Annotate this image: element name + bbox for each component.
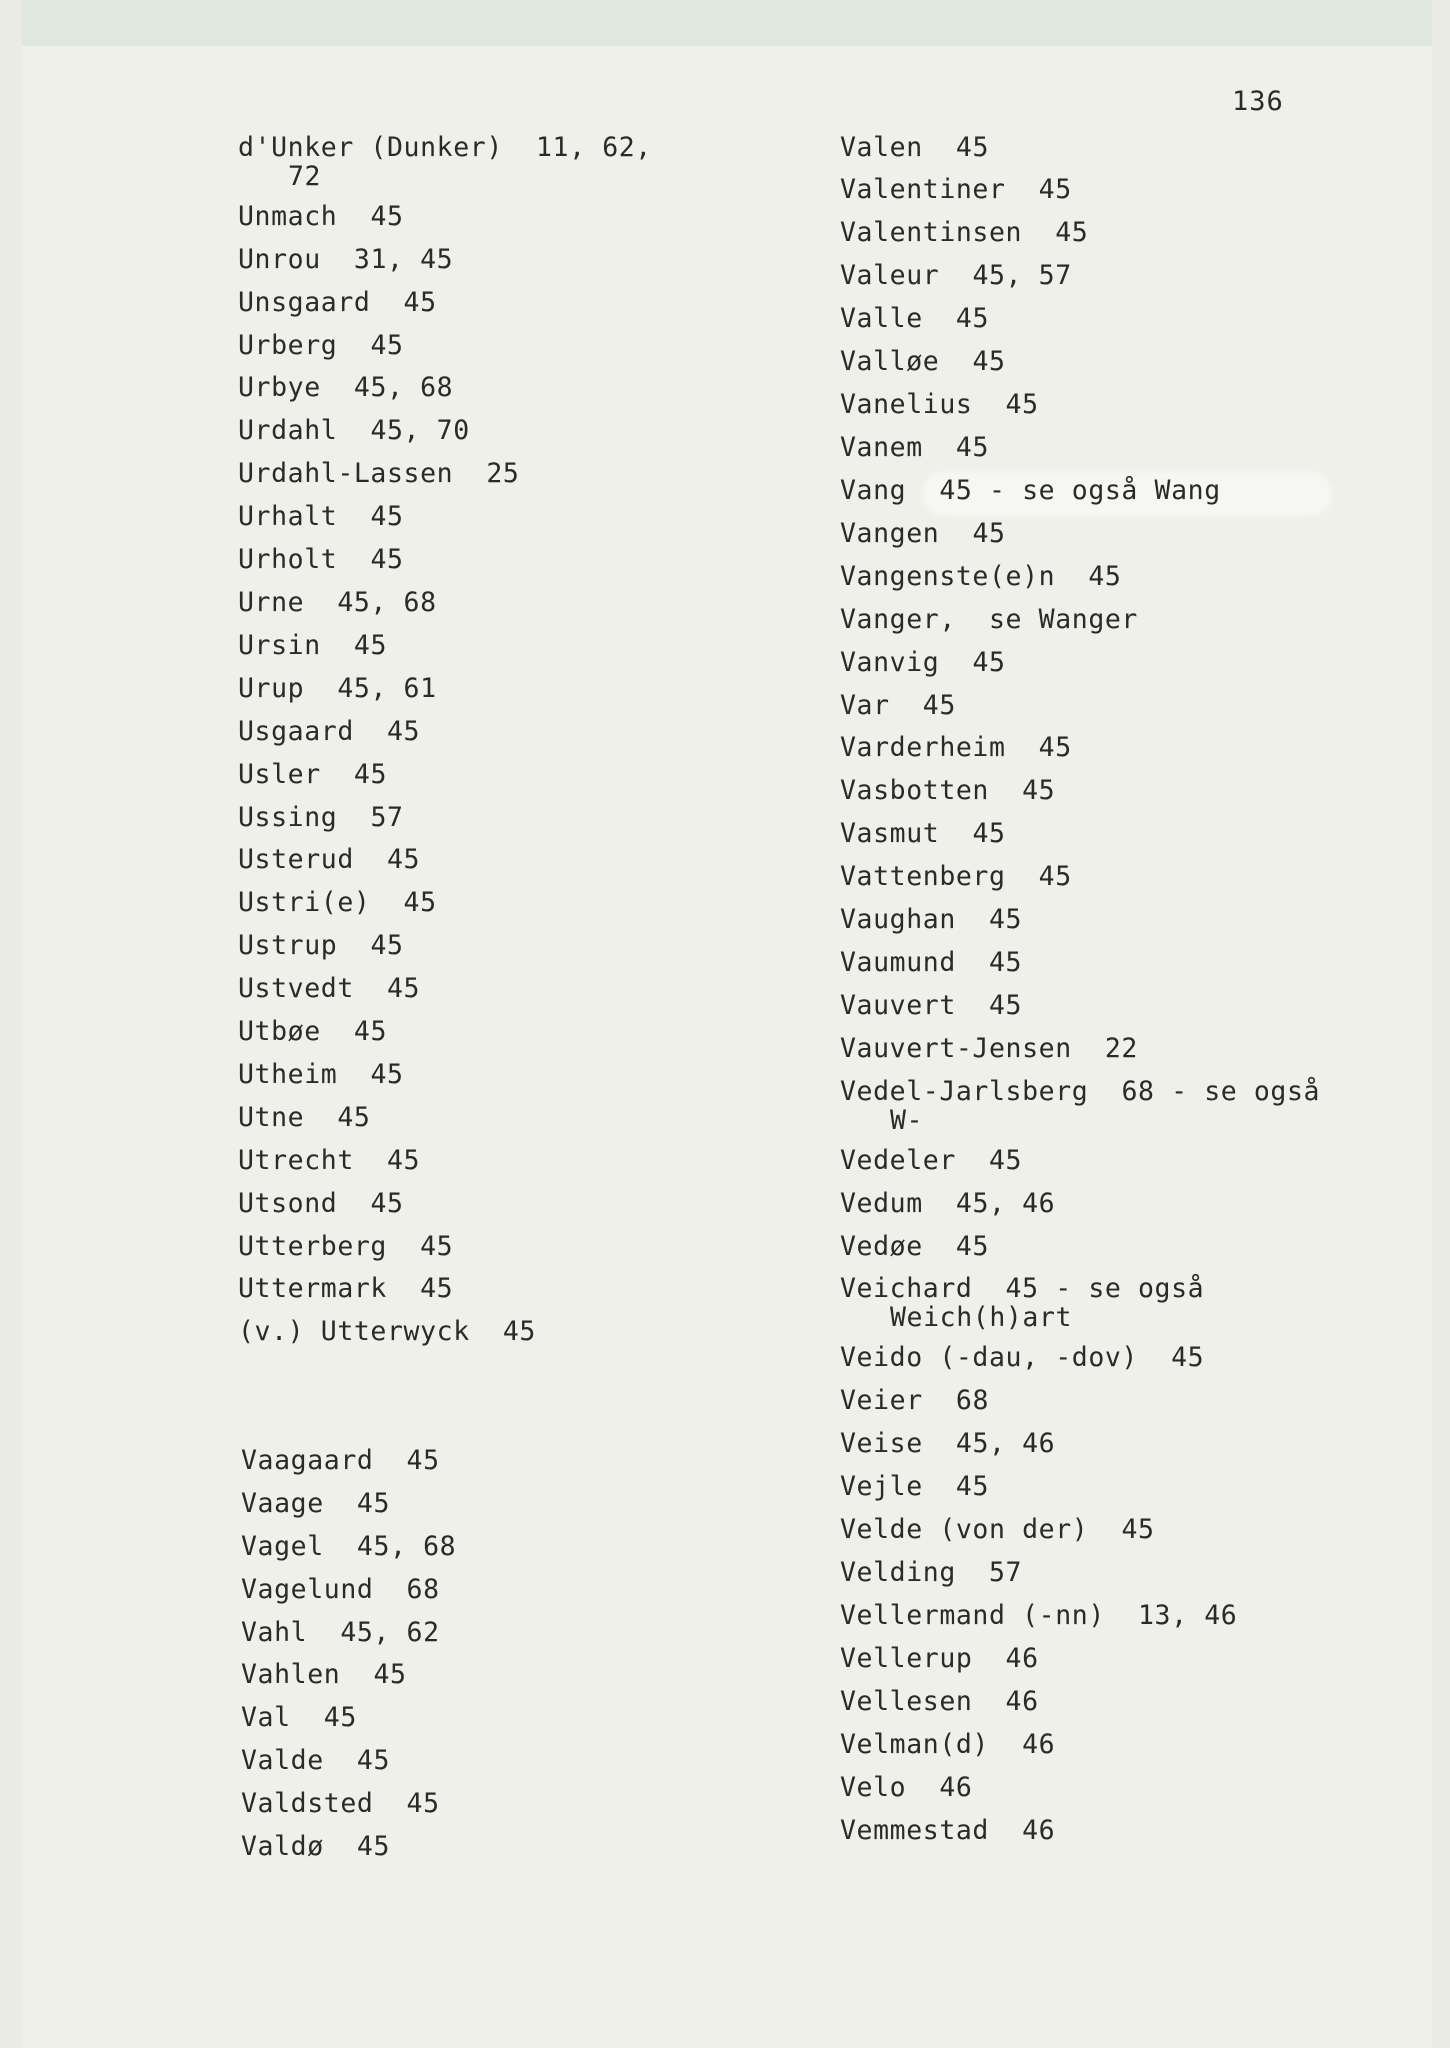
entry-page-refs: 46 xyxy=(1005,1686,1039,1717)
entry-page-refs: 45 xyxy=(420,1231,454,1262)
index-entry xyxy=(241,1618,440,1648)
entry-page-refs: 45 xyxy=(356,1831,390,1862)
entry-name: Ustrup xyxy=(238,930,338,961)
index-entry xyxy=(238,760,387,790)
entry-name: Valdø xyxy=(241,1831,324,1862)
index-entry xyxy=(238,845,420,875)
entry-name: Uttermark xyxy=(238,1273,387,1304)
entry-continuation: W- xyxy=(890,1105,924,1136)
entry-page-refs: 45, 70 xyxy=(370,415,470,446)
entry-name: Vagelund xyxy=(241,1574,374,1605)
entry-name: Unsgaard xyxy=(238,287,371,318)
index-entry xyxy=(840,1189,1055,1219)
index-entry xyxy=(840,133,989,163)
entry-name: Urup xyxy=(238,673,305,704)
index-entry xyxy=(238,1146,420,1176)
entry-page-refs: 45 xyxy=(955,132,989,163)
index-entry xyxy=(238,416,470,446)
entry-page-refs: 45 xyxy=(323,1702,357,1733)
entry-name: Utrecht xyxy=(238,1145,354,1176)
entry-page-refs: 45 xyxy=(972,647,1006,678)
entry-name: Vattenberg xyxy=(840,861,1006,892)
index-entry xyxy=(241,1703,357,1733)
entry-page-refs: 45 xyxy=(370,201,404,232)
index-entry xyxy=(840,691,956,721)
entry-name: Vasbotten xyxy=(840,775,989,806)
entry-name: Vellerup xyxy=(840,1643,973,1674)
entry-name: Urne xyxy=(238,587,305,618)
entry-page-refs: 45 xyxy=(1005,389,1039,420)
entry-page-refs: 45 xyxy=(370,330,404,361)
index-entry xyxy=(238,545,404,575)
index-entry xyxy=(840,562,1121,592)
entry-page-refs: 45 xyxy=(337,1102,371,1133)
index-entry xyxy=(840,776,1055,806)
index-entry xyxy=(840,175,1072,205)
entry-page-refs: 45 xyxy=(1022,775,1056,806)
entry-name: (v.) Utterwyck xyxy=(238,1316,470,1347)
index-entry xyxy=(238,974,420,1004)
entry-page-refs: 11, 62, xyxy=(535,132,652,163)
entry-page-refs: 45 xyxy=(403,887,437,918)
index-entry xyxy=(238,202,404,232)
entry-name: Valle xyxy=(840,303,923,334)
entry-page-refs: 45 xyxy=(1038,174,1072,205)
index-entry xyxy=(840,1146,1022,1176)
index-entry xyxy=(238,1189,404,1219)
index-entry xyxy=(241,1789,440,1819)
entry-name: Vahlen xyxy=(241,1659,341,1690)
entry-name: Usler xyxy=(238,759,321,790)
index-entry xyxy=(238,459,519,489)
entry-page-refs: 45 xyxy=(1088,561,1122,592)
entry-page-refs: 45 xyxy=(972,346,1006,377)
index-entry xyxy=(840,1644,1039,1674)
index-entry xyxy=(840,733,1072,763)
entry-name: d'Unker (Dunker) xyxy=(238,132,503,163)
index-entry xyxy=(238,331,404,361)
entry-name: Vanger, xyxy=(840,604,956,635)
index-entry xyxy=(840,1232,989,1262)
entry-name: Vedeler xyxy=(840,1145,956,1176)
entry-page-refs: 46 xyxy=(1005,1643,1039,1674)
entry-name: Vellesen xyxy=(840,1686,973,1717)
entry-page-refs: 45 xyxy=(972,818,1006,849)
entry-name: Velman(d) xyxy=(840,1729,989,1760)
entry-continuation: 72 xyxy=(288,161,322,192)
index-entry xyxy=(238,502,404,532)
entry-name: Ustri(e) xyxy=(238,887,371,918)
entry-page-refs: 45 xyxy=(955,1471,989,1502)
entry-page-refs: 57 xyxy=(370,802,404,833)
index-entry xyxy=(241,1832,390,1862)
index-entry xyxy=(840,1773,972,1803)
index-entry xyxy=(241,1446,440,1476)
entry-name: Vanelius xyxy=(840,389,973,420)
entry-page-refs: 45, 68 xyxy=(356,1531,457,1562)
entry-page-refs: 45, 57 xyxy=(972,260,1072,291)
entry-page-refs: 45 xyxy=(989,990,1023,1021)
entry-page-refs: 45 xyxy=(353,1016,387,1047)
index-entry xyxy=(840,433,989,463)
entry-name: Unrou xyxy=(238,244,321,275)
entry-page-refs: 22 xyxy=(1104,1033,1138,1064)
index-entry xyxy=(840,991,1022,1021)
index-entry xyxy=(840,648,1006,678)
index-entry xyxy=(241,1746,390,1776)
scan-edge xyxy=(22,0,1432,48)
index-entry xyxy=(238,288,437,318)
entry-name: Vedum xyxy=(840,1188,923,1219)
entry-name: Veido (-dau, -dov) xyxy=(840,1342,1138,1373)
entry-name: Urberg xyxy=(238,330,338,361)
index-entry xyxy=(840,605,1138,635)
entry-name: Utsond xyxy=(238,1188,338,1219)
entry-name: Valentinsen xyxy=(840,217,1023,248)
index-entry xyxy=(241,1532,456,1562)
entry-name: Vangenste(e)n xyxy=(840,561,1056,592)
entry-name: Utheim xyxy=(238,1059,338,1090)
entry-page-refs: 45 xyxy=(955,432,989,463)
entry-name: Velde (von der) xyxy=(840,1514,1089,1545)
entry-page-refs: 45 xyxy=(989,947,1023,978)
entry-page-refs: 45 xyxy=(922,690,956,721)
entry-name: Vaage xyxy=(241,1488,324,1519)
entry-page-refs: 45, 68 xyxy=(337,587,437,618)
entry-continuation: Weich(h)art xyxy=(890,1302,1073,1333)
entry-page-refs: 45 xyxy=(387,973,421,1004)
entry-name: Vang xyxy=(840,475,907,506)
entry-name: Urholt xyxy=(238,544,338,575)
index-entry xyxy=(840,1687,1039,1717)
entry-page-refs: 45 xyxy=(370,544,404,575)
index-entry xyxy=(238,1274,453,1304)
index-entry xyxy=(238,588,437,618)
entry-page-refs: 45 xyxy=(370,501,404,532)
index-entry xyxy=(840,1730,1055,1760)
index-entry xyxy=(840,218,1088,248)
index-entry xyxy=(840,1429,1055,1459)
index-entry xyxy=(238,373,453,403)
entry-name: Vasmut xyxy=(840,818,940,849)
entry-name: Velo xyxy=(840,1772,907,1803)
entry-page-refs: 45 xyxy=(1171,1342,1205,1373)
entry-name: Vellermand (-nn) xyxy=(840,1600,1105,1631)
index-entry xyxy=(840,819,1006,849)
entry-name: Vangen xyxy=(840,518,940,549)
entry-name: Vaughan xyxy=(840,904,956,935)
index-entry xyxy=(840,304,989,334)
entry-name: Vauvert xyxy=(840,990,956,1021)
entry-name: Valentiner xyxy=(840,174,1006,205)
entry-page-refs: 45 xyxy=(1055,217,1089,248)
index-entry xyxy=(840,1816,1055,1846)
entry-page-refs: 45 xyxy=(353,759,387,790)
page-sheet xyxy=(22,46,1432,2048)
entry-page-refs: 46 xyxy=(1022,1729,1056,1760)
entry-page-refs: 45, 62 xyxy=(340,1617,440,1648)
entry-page-refs: 45 xyxy=(370,1188,404,1219)
entry-page-refs: 45 xyxy=(1038,732,1072,763)
entry-page-refs: 57 xyxy=(989,1557,1023,1588)
entry-page-refs: 45 xyxy=(403,287,437,318)
entry-name: Vedel-Jarlsberg xyxy=(840,1076,1089,1107)
index-entry xyxy=(238,1232,453,1262)
entry-name: Vagel xyxy=(241,1531,324,1562)
entry-name: Urbye xyxy=(238,372,321,403)
index-entry xyxy=(238,245,453,275)
index-entry xyxy=(238,1060,404,1090)
entry-page-refs: 45 xyxy=(1121,1514,1155,1545)
entry-page-refs: 25 xyxy=(486,458,520,489)
entry-page-refs: 31, 45 xyxy=(353,244,454,275)
index-entry xyxy=(840,1077,1320,1107)
entry-page-refs: 45, 61 xyxy=(337,673,437,704)
entry-page-refs: 45 xyxy=(502,1316,536,1347)
index-entry xyxy=(840,1343,1204,1373)
index-entry xyxy=(840,1515,1155,1545)
index-entry xyxy=(238,631,387,661)
entry-name: Vanvig xyxy=(840,647,940,678)
entry-page-refs: 45 xyxy=(972,518,1006,549)
index-entry xyxy=(241,1575,440,1605)
entry-name: Urdahl-Lassen xyxy=(238,458,454,489)
index-entry xyxy=(238,1017,387,1047)
entry-page-refs: 45 xyxy=(420,1273,454,1304)
entry-name: Urdahl xyxy=(238,415,338,446)
entry-name: Veier xyxy=(840,1385,923,1416)
index-entry xyxy=(840,1472,989,1502)
entry-name: Valen xyxy=(840,132,923,163)
entry-page-refs: 46 xyxy=(939,1772,973,1803)
entry-name: Valdsted xyxy=(241,1788,374,1819)
entry-page-refs: 45 xyxy=(989,1145,1023,1176)
entry-page-refs: 45 xyxy=(989,904,1023,935)
index-entry xyxy=(840,905,1022,935)
index-entry xyxy=(840,1274,1204,1304)
entry-name: Var xyxy=(840,690,890,721)
index-entry xyxy=(238,674,437,704)
entry-page-refs: 45 xyxy=(356,1745,390,1776)
entry-name: Utbøe xyxy=(238,1016,321,1047)
index-entry xyxy=(840,261,1072,291)
entry-page-refs: 45 xyxy=(370,930,404,961)
index-entry xyxy=(840,347,1006,377)
entry-name: Valde xyxy=(241,1745,324,1776)
entry-page-refs: se Wanger xyxy=(989,604,1138,635)
entry-page-refs: 45 - se også Wang xyxy=(939,475,1221,506)
index-entry xyxy=(840,1558,1022,1588)
index-entry xyxy=(238,1103,370,1133)
entry-page-refs: 45, 46 xyxy=(955,1428,1056,1459)
entry-name: Varderheim xyxy=(840,732,1006,763)
entry-page-refs: 46 xyxy=(1022,1815,1056,1846)
entry-page-refs: 45 xyxy=(387,716,421,747)
index-entry xyxy=(840,390,1039,420)
entry-page-refs: 45 xyxy=(406,1445,440,1476)
entry-page-refs: 13, 46 xyxy=(1137,1600,1238,1631)
entry-name: Urhalt xyxy=(238,501,338,532)
entry-name: Utterberg xyxy=(238,1231,387,1262)
entry-page-refs: 45 - se også xyxy=(1005,1273,1205,1304)
index-entry xyxy=(238,133,652,163)
entry-page-refs: 45 xyxy=(955,303,989,334)
entry-name: Ursin xyxy=(238,630,321,661)
entry-page-refs: 45 xyxy=(387,1145,421,1176)
entry-name: Valeur xyxy=(840,260,940,291)
entry-name: Vahl xyxy=(241,1617,308,1648)
entry-page-refs: 45 xyxy=(1038,861,1072,892)
index-entry xyxy=(238,1317,536,1347)
entry-name: Velding xyxy=(840,1557,956,1588)
index-entry xyxy=(238,803,404,833)
index-entry xyxy=(840,1034,1138,1064)
entry-page-refs: 68 xyxy=(406,1574,440,1605)
entry-name: Usterud xyxy=(238,844,354,875)
index-entry xyxy=(840,1601,1237,1631)
entry-name: Vauvert-Jensen xyxy=(840,1033,1072,1064)
entry-name: Veichard xyxy=(840,1273,973,1304)
entry-name: Unmach xyxy=(238,201,338,232)
entry-page-refs: 45 xyxy=(373,1659,407,1690)
entry-name: Vaagaard xyxy=(241,1445,374,1476)
entry-page-refs: 68 xyxy=(955,1385,989,1416)
entry-name: Veise xyxy=(840,1428,923,1459)
entry-page-refs: 45 xyxy=(955,1231,989,1262)
entry-page-refs: 45, 46 xyxy=(955,1188,1056,1219)
page-number: 136 xyxy=(1232,86,1284,117)
entry-page-refs: 45 xyxy=(356,1488,390,1519)
entry-name: Val xyxy=(241,1702,291,1733)
entry-name: Vemmestad xyxy=(840,1815,989,1846)
entry-page-refs: 68 - se også xyxy=(1121,1076,1321,1107)
index-entry xyxy=(840,476,1221,506)
index-entry xyxy=(241,1489,390,1519)
entry-name: Utne xyxy=(238,1102,305,1133)
entry-name: Ussing xyxy=(238,802,338,833)
index-entry xyxy=(840,948,1022,978)
index-entry xyxy=(840,519,1006,549)
entry-name: Ustvedt xyxy=(238,973,354,1004)
index-entry xyxy=(238,931,404,961)
entry-name: Vedøe xyxy=(840,1231,923,1262)
index-entry xyxy=(238,717,420,747)
entry-name: Vejle xyxy=(840,1471,923,1502)
entry-page-refs: 45 xyxy=(406,1788,440,1819)
index-entry xyxy=(238,888,437,918)
index-entry xyxy=(840,862,1072,892)
entry-page-refs: 45 xyxy=(387,844,421,875)
entry-name: Valløe xyxy=(840,346,940,377)
entry-page-refs: 45, 68 xyxy=(353,372,454,403)
entry-page-refs: 45 xyxy=(370,1059,404,1090)
entry-name: Usgaard xyxy=(238,716,354,747)
entry-name: Vanem xyxy=(840,432,923,463)
index-entry xyxy=(241,1660,407,1690)
entry-name: Vaumund xyxy=(840,947,956,978)
index-entry xyxy=(840,1386,989,1416)
entry-page-refs: 45 xyxy=(353,630,387,661)
